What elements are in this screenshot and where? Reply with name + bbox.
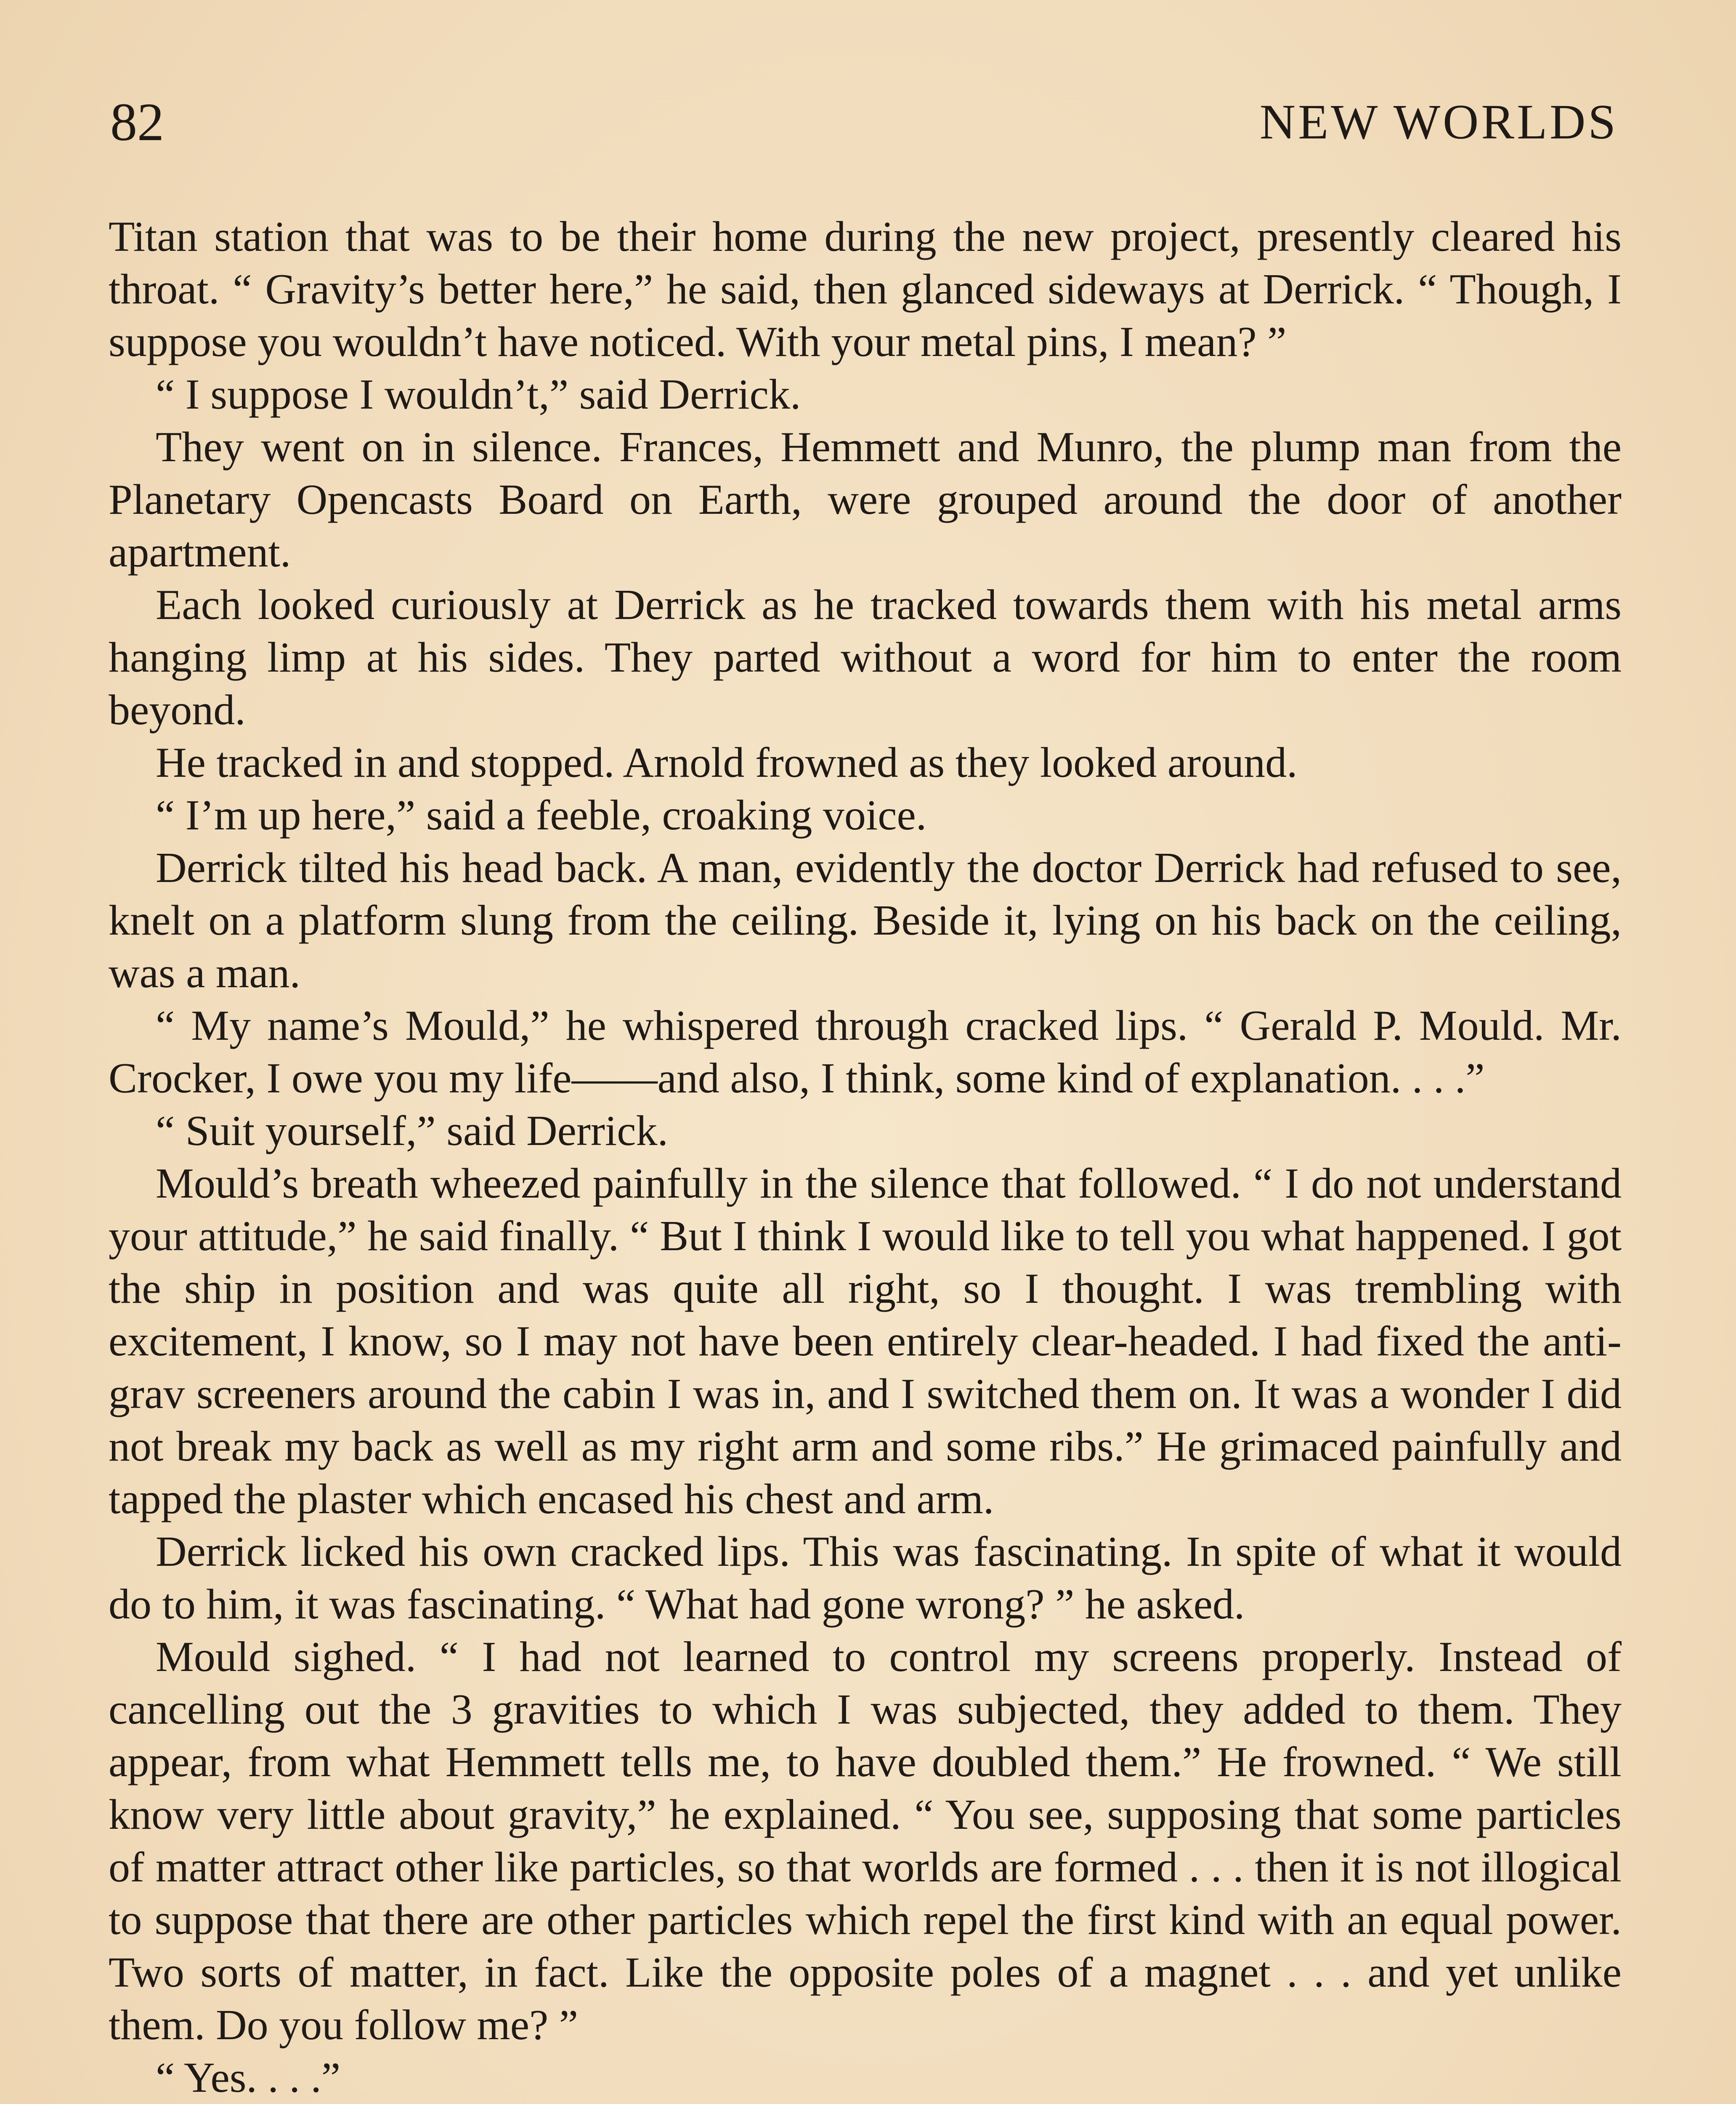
paragraph: “ I’m up here,” said a feeble, croaking voice. [156,792,927,839]
paragraph: “ My name’s Mould,” he whispered through cracked lips. “ Gerald P. Mould. Mr. Crocker, I owe you my life——and also, I think, some kind of explanation. . . .” [109,1002,1622,1102]
paragraph: Each looked curiously at Derrick as he tracked towards them with his metal arms hanging limp at his sides. They parted without a word for him to enter the room beyond. [109,581,1622,734]
page-number: 82 [110,92,164,152]
paragraph: “ Yes. . . .” [156,2054,341,2101]
paragraph: They went on in silence. Frances, Hemmett and Munro, the plump man from the Planetary Opencasts Board on Earth, were grouped around the door of another apartment. [109,423,1622,576]
paragraph: He tracked in and stopped. Arnold frowned as they looked around. [156,739,1298,786]
paragraph: Mould sighed. “ I had not learned to control my screens properly. Instead of cancelling out the 3 gravities to which I was subjected, they added to them. They appear, from what Hemmett tells me, to have doubled them.” He frowned. “ We still know very little about gravity,” he explained. “ You see, supposing that some particles of matter attract other like particles, so that worlds are formed . . . then it is not illogical to suppose that there are other particles which repel the first kind with an equal power. Two sorts of matter, in fact. Like the opposite poles of a magnet . . . and yet unlike them. Do you follow me? ” [109,1633,1622,2049]
paragraph: Mould’s breath wheezed painfully in the silence that followed. “ I do not understand your attitude,” he said finally. “ But I think I would like to tell you what happened. I got the ship in position and was quite all right, so I thought. I was trembling with excitement, I know, so I may not have been entirely clear-headed. I had fixed the anti-grav screeners around the cabin I was in, and I switched them on. It was a wonder I did not break my back as well as my right arm and some ribs.” He grimaced painfully and tapped the plaster which encased his chest and arm. [109,1160,1622,1523]
paragraph: Derrick tilted his head back. A man, evidently the doctor Derrick had refused to see, knelt on a platform slung from the ceiling. Beside it, lying on his back on the ceiling, was a man. [109,844,1622,997]
paragraph: Titan station that was to be their home during the new project, presently cleared his throat. “ Gravity’s better here,” he said, then glanced sideways at Derrick. “ Though, I suppose you wouldn’t have noticed. With your metal pins, I mean? ” [109,213,1622,366]
running-title: NEW WORLDS [1259,94,1618,149]
paragraph: Derrick licked his own cracked lips. This was fascinating. In spite of what it would do to him, it was fascinating. “ What had gone wrong? ” he asked. [109,1528,1622,1628]
paragraph: “ Suit yourself,” said Derrick. [156,1107,668,1155]
body-text [109,210,1622,2104]
paragraph: “ I suppose I wouldn’t,” said Derrick. [156,371,801,418]
page-header [110,90,1618,154]
